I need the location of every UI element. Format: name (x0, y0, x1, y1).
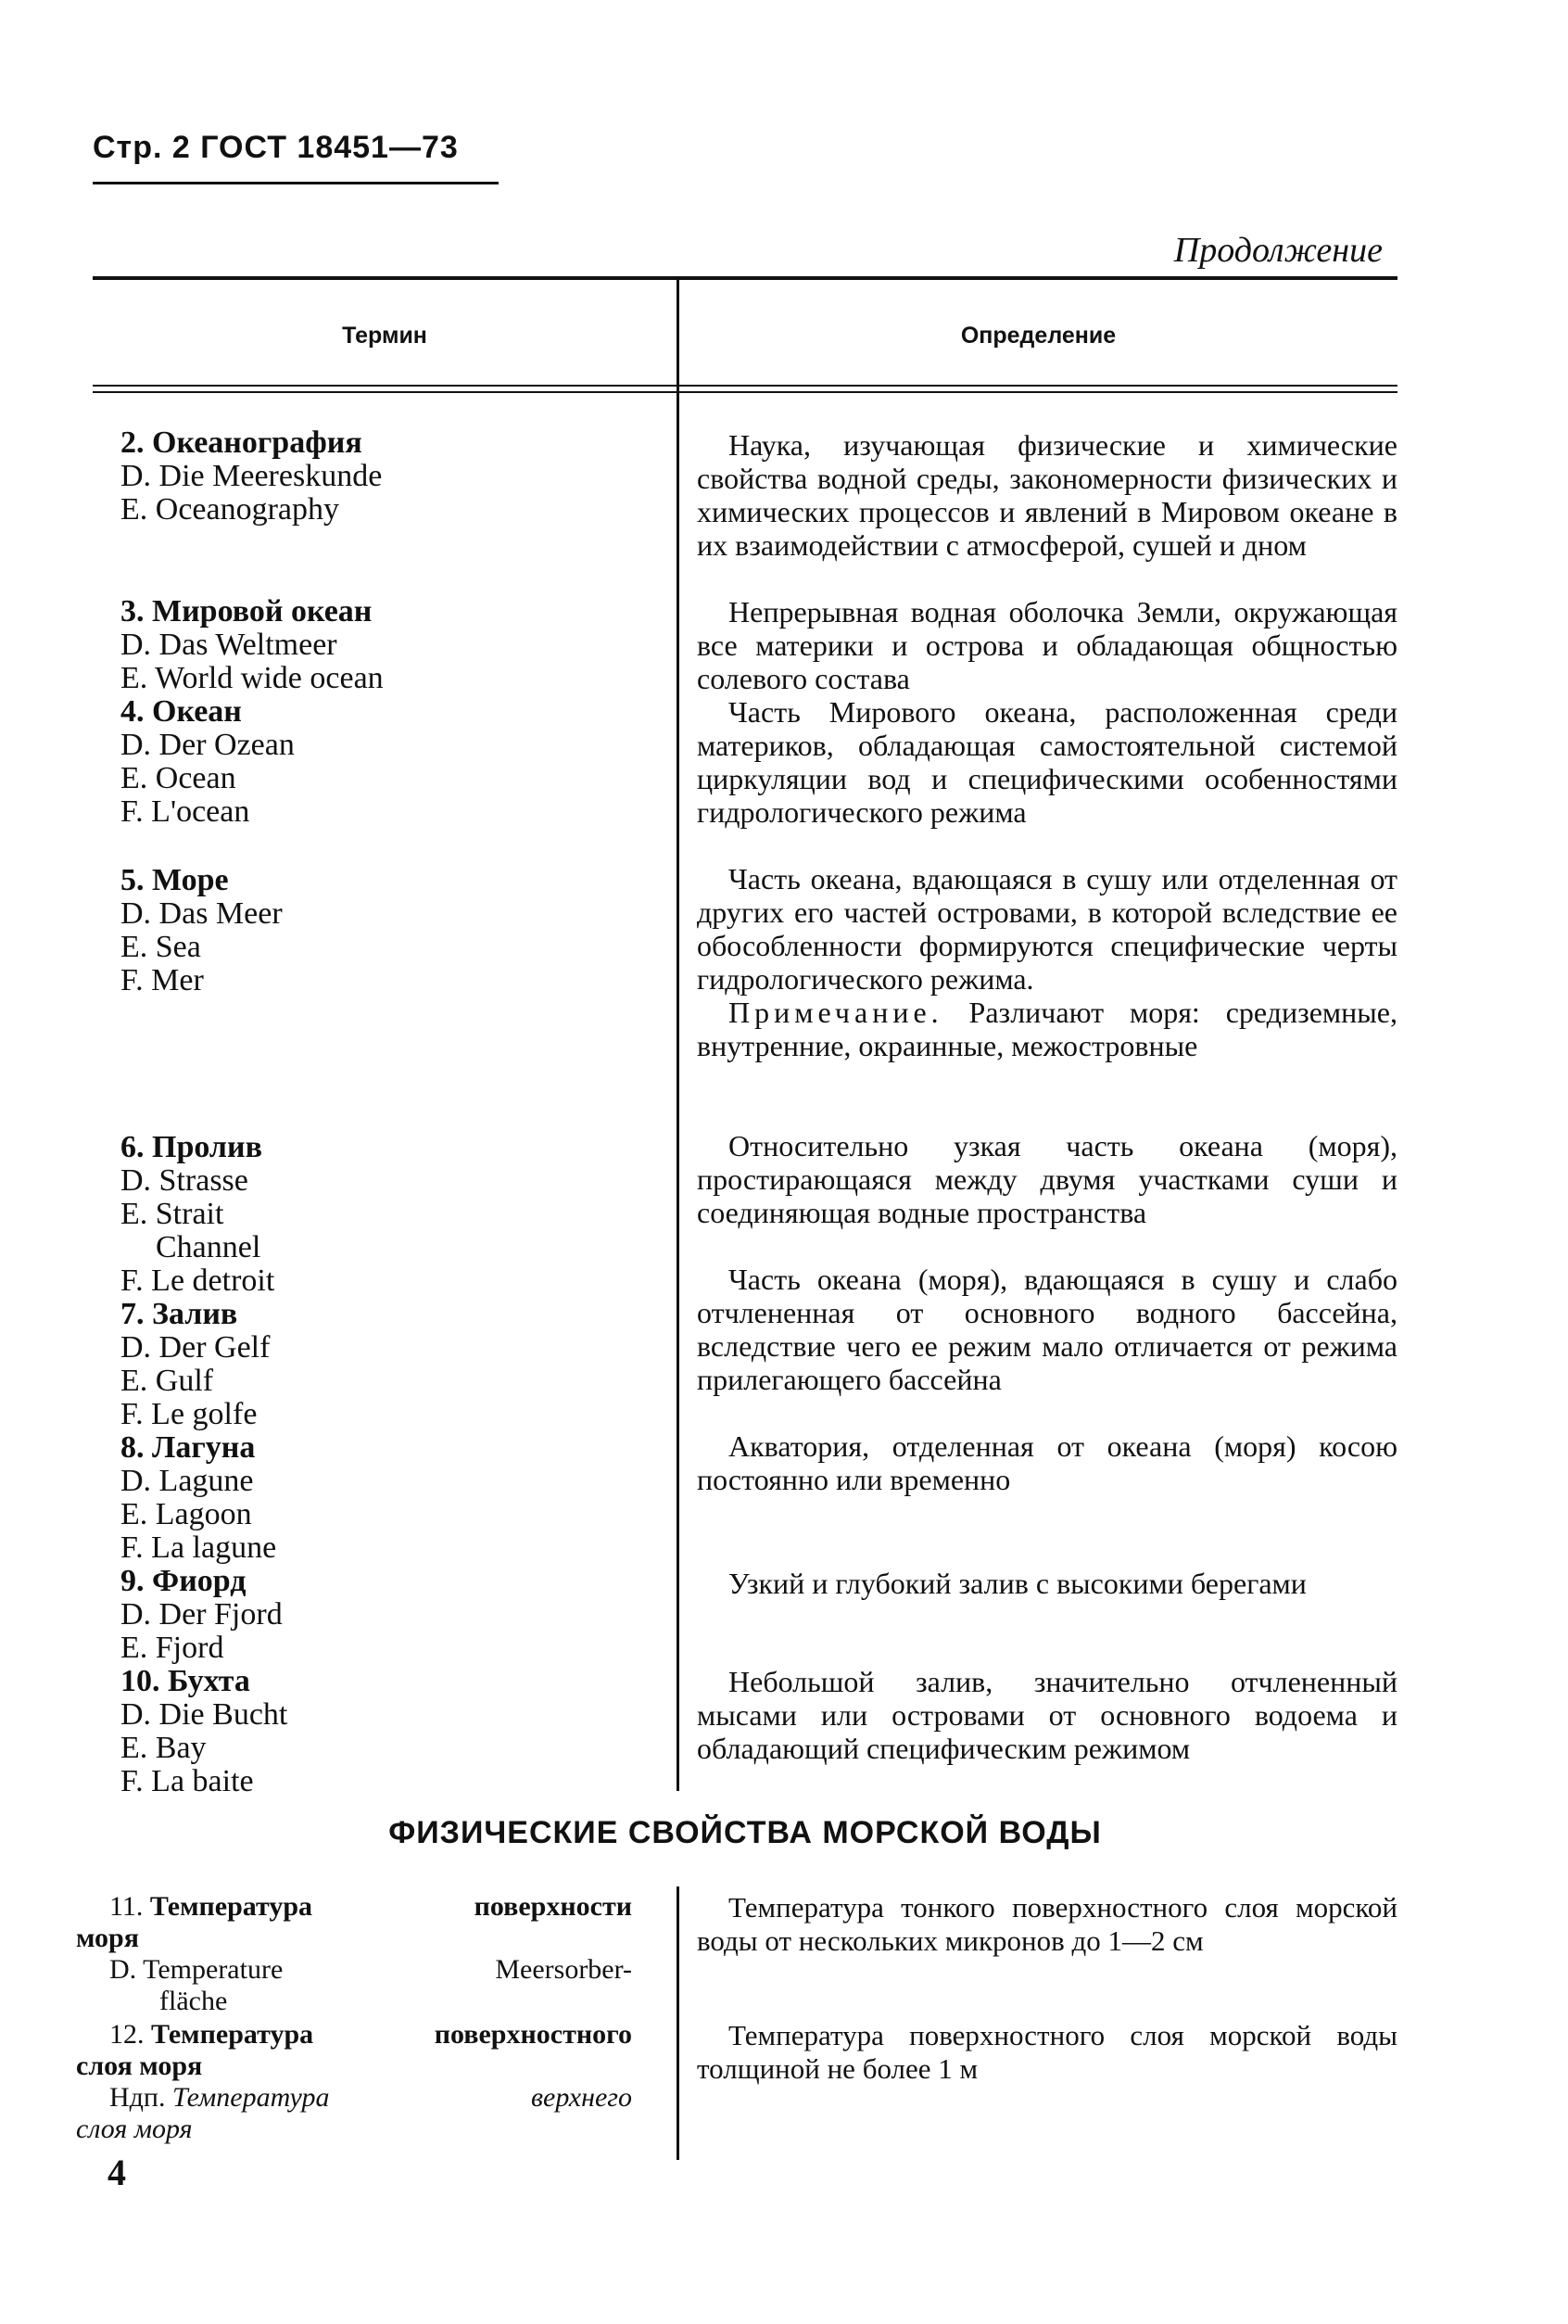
term-title: 7. Залив (120, 1297, 238, 1331)
term-entry-8 (120, 1431, 276, 1565)
term-german: D. Der Fjord (120, 1597, 283, 1632)
definition-3: Непрерывная водная оболочка Земли, окружающая все материки и острова и обладающая общностью солевого состава (697, 595, 1397, 695)
term-french: F. Le detroit (120, 1264, 275, 1298)
column-divider (677, 280, 679, 1791)
term-entry-5 (120, 864, 283, 997)
term-german: D. Der Gelf (120, 1330, 271, 1365)
term-english: E. World wide ocean (120, 661, 384, 695)
term-english: E. Ocean (120, 761, 236, 795)
term-english: E. Bay (120, 1731, 207, 1765)
term-english: E. Strait (120, 1197, 224, 1231)
term-entry-6 (120, 1131, 274, 1298)
term-german: D. Die Meereskunde (120, 459, 383, 493)
column-header-definition: Определение (960, 323, 1117, 349)
term-french: F. Mer (120, 963, 204, 997)
table-header-rule-2 (93, 391, 1397, 393)
term-french: F. La lagune (120, 1530, 277, 1565)
term-title-cont: слоя моря (76, 2051, 203, 2081)
term-title-cont: моря (76, 1923, 139, 1953)
definition-11: Температура тонкого поверхностного слоя морской воды от нескольких микронов до 1—2 см (697, 1891, 1397, 1957)
term-title: 12. Температура поверхностного (109, 2019, 632, 2050)
term-deprecated: Ндп. Температура верхнего (109, 2082, 632, 2113)
column-header-term: Термин (342, 323, 427, 349)
page-number: 4 (107, 2152, 126, 2193)
term-german: D. Das Weltmeer (120, 628, 337, 662)
term-entry-2 (120, 426, 382, 527)
term-english: E. Oceanography (120, 492, 340, 527)
definition-2: Наука, изучающая физические и химические свойства водной среды, закономерности физических и химических процессов и явлений в Мировом океане в их взаимодействии с атмосферой, сушей и дном (697, 428, 1397, 562)
term-title: 3. Мировой океан (120, 594, 373, 629)
page-header: Стр. 2 ГОСТ 18451—73 (93, 130, 459, 165)
term-entry-7 (120, 1298, 270, 1431)
definition-4: Часть Мирового океана, расположенная среди материков, обладающая самостоятельной системой циркуляции вод и специфическими особенностями гидрологического режима (697, 695, 1397, 829)
term-title: 2. Океанография (120, 425, 362, 460)
term-entry-10 (120, 1665, 287, 1798)
term-english: E. Fjord (120, 1631, 224, 1665)
note-text: Различают моря: средиземные, внутренние, окраинные, межостровные (697, 996, 1398, 1062)
term-french: F. La baite (120, 1764, 254, 1798)
term-german: D. Das Meer (120, 896, 283, 931)
term-title: 8. Лагуна (120, 1430, 256, 1465)
definition-12: Температура поверхностного слоя морской воды толщиной не более 1 м (697, 2019, 1397, 2085)
column-divider-lower (677, 1886, 679, 2160)
term-entry-11 (76, 1891, 632, 2017)
header-underline (93, 182, 499, 184)
term-entry-3 (120, 595, 384, 695)
term-english: E. Gulf (120, 1364, 214, 1398)
term-entry-9 (120, 1565, 283, 1665)
definition-9: Узкий и глубокий залив с высокими берегами (728, 1567, 1307, 1600)
term-french: F. L'ocean (120, 794, 250, 829)
definition-8: Акватория, отделенная от океана (моря) косою постоянно или временно (697, 1429, 1397, 1496)
continuation-label: Продолжение (1173, 231, 1383, 270)
note-label: Примечание. (728, 996, 943, 1029)
term-english: E. Sea (120, 930, 201, 964)
definition-10: Небольшой залив, значительно отчлененный мысами или островами от основного водоема и обладающий специфическим режимом (697, 1665, 1397, 1765)
term-german: D. Temperature Meersorber- (109, 1954, 632, 1985)
term-title: 6. Пролив (120, 1130, 262, 1164)
term-title: 5. Море (120, 863, 229, 897)
definition-note (697, 996, 1397, 1062)
definition-5: Часть океана, вдающаяся в сушу или отделенная от других его частей островами, в которой вследствие ее обособленности формируются специфические черты гидрологического режима. Примечание. Различают моря: средиземные, внутренние, окраинные, межостровные (697, 862, 1398, 1062)
term-german: D. Lagune (120, 1464, 254, 1498)
term-title: 10. Бухта (120, 1664, 250, 1698)
term-deprecated-cont: слоя моря (76, 2114, 193, 2144)
term-german: D. Der Ozean (120, 728, 295, 762)
definition-7: Часть океана (моря), вдающаяся в сушу и слабо отчлененная от основного водного бассейна, вследствие чего ее режим мало отличается от режима прилегающего бассейна (697, 1263, 1397, 1396)
term-title: 11. Температура поверхности (109, 1891, 632, 1922)
definition-6: Относительно узкая часть океана (моря), простирающаяся между двумя участками суши и соединяющая водные пространства (697, 1129, 1397, 1229)
term-english-alt: Channel (156, 1230, 261, 1264)
table-top-rule (93, 276, 1397, 280)
term-entry-4 (120, 695, 295, 829)
term-english: E. Lagoon (120, 1497, 252, 1531)
term-title: 9. Фиорд (120, 1564, 247, 1598)
term-german-cont: fläche (159, 1986, 228, 2016)
term-german: D. Strasse (120, 1163, 248, 1198)
term-french: F. Le golfe (120, 1397, 258, 1431)
term-german: D. Die Bucht (120, 1697, 288, 1732)
table-header-rule-1 (93, 385, 1397, 387)
term-entry-12 (76, 2019, 632, 2145)
section-title: ФИЗИЧЕСКИЕ СВОЙСТВА МОРСКОЙ ВОДЫ (388, 1815, 1102, 1850)
term-title: 4. Океан (120, 694, 242, 729)
